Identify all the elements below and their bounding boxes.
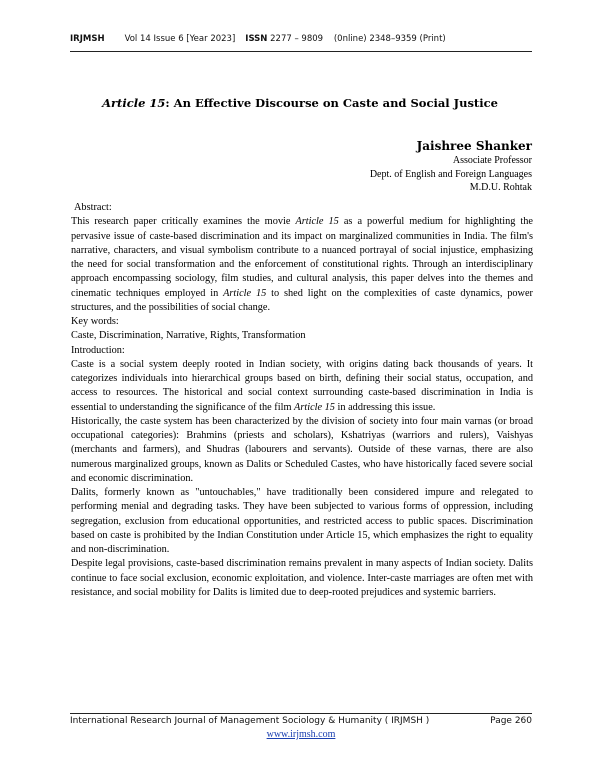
keywords-list: Caste, Discrimination, Narrative, Rights, Transformation <box>71 330 306 342</box>
body-text <box>71 201 533 600</box>
title-rest: : An Effective Discourse on Caste and Social Justice <box>165 96 498 110</box>
author-institution: M.D.U. Rohtak <box>469 182 532 193</box>
abstract-label: Abstract: <box>74 202 112 213</box>
author-position: Associate Professor <box>452 155 532 166</box>
film-title: Article 15 <box>294 401 335 413</box>
paper-title <box>70 96 530 110</box>
introduction-label: Introduction: <box>71 344 125 356</box>
header-divider <box>70 51 532 52</box>
journal-abbreviation: IRJMSH <box>70 34 105 44</box>
issn-label: ISSN <box>245 34 268 44</box>
abstract-paragraph: This research paper critically examines the movie Article 15 as a powerful medium for highlighting the pervasive issue of caste-based discrimination and its impact on marginalized communities in India. The film's narrative, characters, and visual symbolism contribute to a nuanced portrayal of social injustice, emphasizing the need for social transformation and the enforcement of constitutional rights. Through an interdisciplinary approach encompassing sociology, film studies, and cultural analysis, this paper delves into the themes and cinematic techniques employed in Article 15 to shed light on the complexities of caste dynamics, power structures, and the possibilities of social change. <box>71 216 533 313</box>
issn-numbers: 2277 – 9809 (0nline) 2348–9359 (Print) <box>270 34 446 44</box>
running-header <box>70 34 540 44</box>
page-number: Page 260 <box>490 716 532 726</box>
author-department: Dept. of English and Foreign Languages <box>369 168 532 180</box>
film-title: Article 15 <box>295 216 339 228</box>
film-title: Article 15 <box>223 287 267 299</box>
author-name: Jaishree Shanker <box>416 139 532 153</box>
keywords-label: Key words: <box>71 316 119 327</box>
footer-journal-name: International Research Journal of Management Sociology & Humanity ( IRJMSH ) <box>70 716 430 726</box>
footer-divider <box>70 713 532 714</box>
title-film-name: Article 15 <box>102 96 166 110</box>
author-block <box>370 138 532 195</box>
intro-paragraph-3: Dalits, formerly known as "untouchables," have traditionally been considered impure and relegated to performing menial and degrading tasks. They have been subjected to various forms of oppression, including segregation, exclusion from educational opportunities, and restricted access to public spaces. Discrimination based on caste is prohibited by the Indian Constitution under Article 15, which emphasizes the right to equality and non-discrimination. <box>71 487 533 555</box>
intro-paragraph-4: Despite legal provisions, caste-based discrimination remains prevalent in many aspects of Indian society. Dalits continue to face social exclusion, economic exploitation, and violence. Inter-caste marriages are often met with resistance, and social mobility for Dalits is limited due to deep-rooted prejudices and systemic barriers. <box>71 558 533 598</box>
intro-paragraph-2: Historically, the caste system has been characterized by the division of society into four main varnas (or broad occupational categories): Brahmins (priests and scholars), Kshatriyas (warriors and rulers), Vaishyas (merchants and farmers), and Shudras (labourers and servants). Outside of these varnas, there are also numerous marginalized groups, known as Dalits or Scheduled Castes, who have historically faced severe social and economic discrimination. <box>71 415 533 484</box>
volume-info: Vol 14 Issue 6 [Year 2023] <box>124 34 236 44</box>
intro-paragraph-1: Caste is a social system deeply rooted in Indian society, with origins dating back thousands of years. It categorizes individuals into hierarchical groups based on birth, defining their social status, occupation, and access to resources. The historical and social context surrounding caste-based discrimination in India is essential to understanding the significance of the film Article 15 in addressing this issue. <box>71 358 533 413</box>
journal-website-link[interactable]: www.irjmsh.com <box>266 729 336 740</box>
